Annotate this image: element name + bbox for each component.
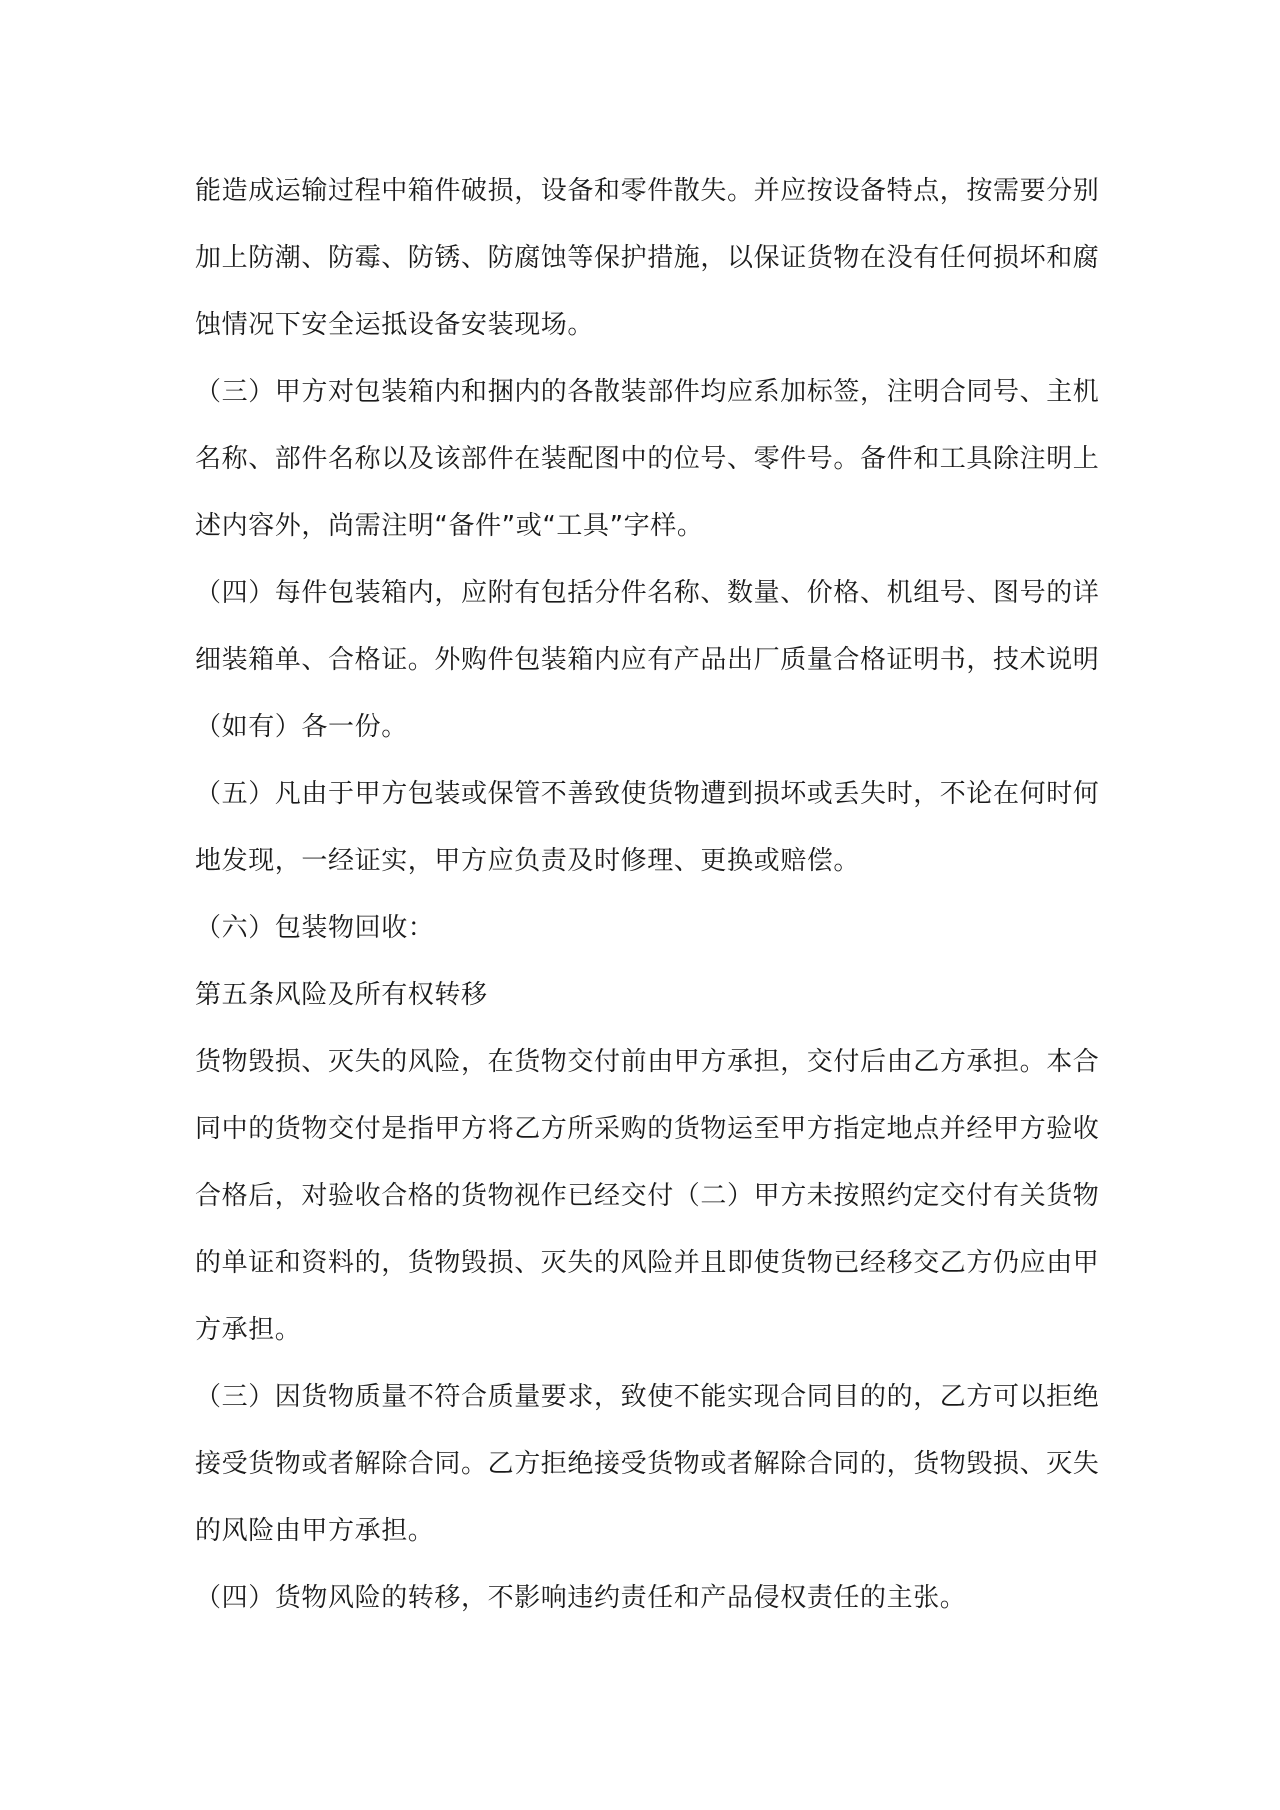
text-line: 方承担。 <box>195 1315 302 1345</box>
text-line: （三）甲方对包装箱内和捆内的各散装部件均应系加标签，注明合同号、主机 <box>195 377 1100 407</box>
text-line: 接受货物或者解除合同。乙方拒绝接受货物或者解除合同的，货物毁损、灭失 <box>195 1449 1100 1479</box>
text-line: （五）凡由于甲方包装或保管不善致使货物遭到损坏或丢失时，不论在何时何 <box>195 779 1100 809</box>
text-line: 蚀情况下安全运抵设备安装现场。 <box>195 310 595 340</box>
text-line: 地发现，一经证实，甲方应负责及时修理、更换或赔偿。 <box>195 846 861 876</box>
text-line: （四）每件包装箱内，应附有包括分件名称、数量、价格、机组号、图号的详 <box>195 578 1100 608</box>
section-heading: 第五条风险及所有权转移 <box>195 980 488 1010</box>
text-line: 的单证和资料的，货物毁损、灭失的风险并且即使货物已经移交乙方仍应由甲 <box>195 1248 1100 1278</box>
text-line: 名称、部件名称以及该部件在装配图中的位号、零件号。备件和工具除注明上 <box>195 444 1100 474</box>
text-line: 能造成运输过程中箱件破损，设备和零件散失。并应按设备特点，按需要分别 <box>195 176 1100 206</box>
text-line: 货物毁损、灭失的风险，在货物交付前由甲方承担，交付后由乙方承担。本合 <box>195 1047 1100 1077</box>
text-line: （三）因货物质量不符合质量要求，致使不能实现合同目的的，乙方可以拒绝 <box>195 1382 1100 1412</box>
text-line: 的风险由甲方承担。 <box>195 1516 435 1546</box>
text-line: （六）包装物回收： <box>195 913 435 943</box>
text-line: 加上防潮、防霉、防锈、防腐蚀等保护措施，以保证货物在没有任何损坏和腐 <box>195 243 1100 273</box>
text-line: 细装箱单、合格证。外购件包装箱内应有产品出厂质量合格证明书，技术说明 <box>195 645 1100 675</box>
text-line: （如有）各一份。 <box>195 712 408 742</box>
text-line: 合格后，对验收合格的货物视作已经交付（二）甲方未按照约定交付有关货物 <box>195 1181 1100 1211</box>
text-line: （四）货物风险的转移，不影响违约责任和产品侵权责任的主张。 <box>195 1583 967 1613</box>
text-line: 同中的货物交付是指甲方将乙方所采购的货物运至甲方指定地点并经甲方验收 <box>195 1114 1100 1144</box>
text-line: 述内容外，尚需注明“备件”或“工具”字样。 <box>195 511 704 541</box>
